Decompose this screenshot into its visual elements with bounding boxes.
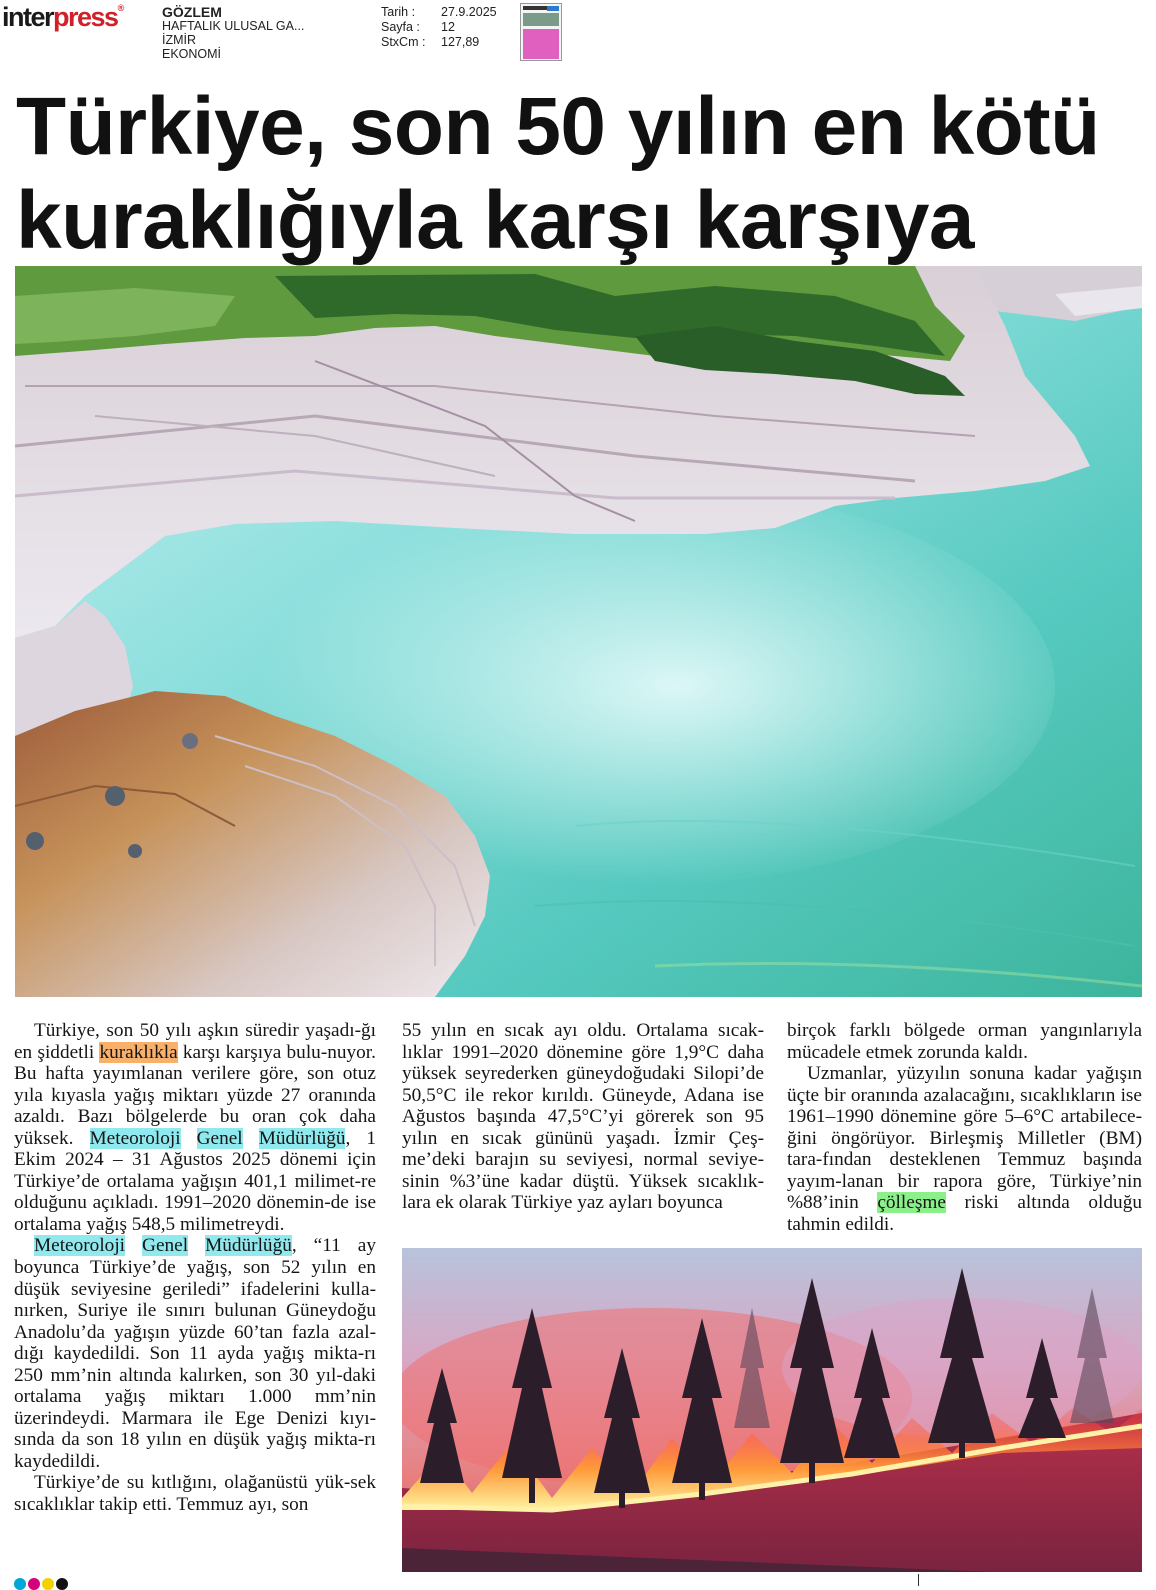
paragraph	[14, 1235, 376, 1472]
highlight-keyword: Genel	[142, 1235, 189, 1257]
highlight-keyword: çölleşme	[877, 1192, 946, 1214]
highlight-keyword: Müdürlüğü	[258, 1127, 346, 1149]
article-column-3	[787, 1020, 1142, 1235]
page-thumbnail	[520, 3, 562, 61]
black-dot-icon	[56, 1578, 68, 1590]
text: Türkiye’de su kıtlığını, olağanüstü yük-sek sıcaklıklar takip etti. Temmuz ayı, son	[14, 1472, 376, 1516]
meta-row-date	[381, 5, 497, 20]
publication-info	[162, 5, 304, 61]
text: Uzmanlar, yüzyılın sonuna kadar yağışın üçte bir oranında azalacağını, sıcaklıkların ise 1961–1990 dönemine göre 5–6°C artabilece-ğini öngörüyor. Birleşmiş Milletler (BM) tara-fından desteklenen Temmuz başında yayım-lanan bir rapora göre, Türkiye’nin %88’inin	[787, 1063, 1142, 1214]
meta-value: 127,89	[441, 35, 480, 49]
paragraph	[787, 1063, 1142, 1235]
publication-section: EKONOMİ	[162, 47, 222, 61]
article-column-1	[14, 1020, 376, 1516]
highlight-keyword: kuraklıkla	[99, 1041, 178, 1063]
crop-mark	[918, 1574, 919, 1586]
logo-text-inter: inter	[2, 2, 54, 32]
registered-mark: ®	[117, 3, 125, 13]
text: riski altında olduğu tahmin edildi.	[787, 1192, 1142, 1235]
publication-city: İZMİR	[162, 33, 197, 47]
forest-fire-photo	[402, 1248, 1142, 1572]
headline-line-2: kuraklığıyla karşı karşıya	[16, 175, 975, 266]
meta-label: StxCm :	[381, 35, 426, 49]
text: , 1 Ekim 2024 – 31 Ağustos 2025 dönemi için Türkiye’de ortalama yağışın 401,1 milimet-re olduğunu açıkladı. 1991–2020 dönemin-de ise ortalama yağış 548,5 milimetreydi.	[14, 1127, 377, 1235]
clipping-meta	[381, 5, 497, 50]
paragraph	[14, 1020, 376, 1235]
meta-label: Sayfa :	[381, 20, 420, 34]
cyan-dot-icon	[14, 1578, 26, 1590]
meta-row-stxcm	[381, 35, 497, 50]
paragraph	[787, 1020, 1142, 1063]
headline-line-1: Türkiye, son 50 yılın en kötü	[16, 81, 1100, 172]
paragraph	[402, 1020, 764, 1214]
highlight-keyword: Müdürlüğü	[205, 1235, 292, 1257]
highlight-keyword: Genel	[196, 1127, 243, 1149]
interpress-logo	[2, 4, 124, 31]
meta-value: 12	[441, 20, 455, 34]
text: 55 yılın en sıcak ayı oldu. Ortalama sıcak-lıklar 1991–2020 dönemine göre 1,9°C daha yüksek seyrederken güneydoğudaki Silopi’de 50,5°C ile rekor kırıldı. Güneyde, Adana ise Ağustos başında 47,5°C’yi görerek son 95 yılın en sıcak gününü yaşadı. İzmir Çeş-me’deki barajın su seviyesi, normal seviye-sinin %3’üne kadar düştü. Yüksek sıcaklık-lara ek olarak Türkiye yaz ayları boyunca	[402, 1020, 764, 1214]
text: karşı karşıya bulu-nuyor. Bu hafta yayımlanan verilere göre, son otuz yıla kıyasla yağış miktarı yüzde 27 oranında azaldı. Bazı bölgelerde bu oran çok daha yüksek.	[14, 1041, 376, 1149]
text: , “11 ay boyunca Türkiye’de yağış, son 52 yılın en düşük seviyesine geriledi” ifadelerini kulla-nırken, Suriye ile sınırı bulunan Güneydoğu Anadolu’da yağışın yüzde 60’tan fazla azal-dığı kaydedildi. Son 11 ayda yağış mikta-rı 250 mm’nin altında kalırken, son 30 yıl-daki ortalama yağış miktarı 1.000 mm’nin üzerindeydi. Marmara ile Ege Denizi kıyı-sında da son 18 yılın en düşük yağış mikta-rı kaydedildi.	[14, 1235, 376, 1472]
text: birçok farklı bölgede orman yangınlarıyla mücadele etmek zorunda kaldı.	[787, 1020, 1142, 1063]
paragraph	[14, 1472, 376, 1515]
print-color-marks	[14, 1578, 68, 1590]
meta-label: Tarih :	[381, 5, 416, 19]
publication-name: GÖZLEM	[162, 4, 222, 20]
meta-row-page	[381, 20, 497, 35]
drought-reservoir-photo	[15, 266, 1142, 997]
meta-value: 27.9.2025	[441, 5, 497, 19]
logo-text-press: press	[53, 2, 118, 32]
highlight-keyword: Meteoroloji	[34, 1235, 126, 1257]
highlight-keyword: Meteoroloji	[89, 1127, 181, 1149]
article-headline	[16, 80, 1156, 268]
publication-period: HAFTALIK ULUSAL GA...	[162, 19, 305, 33]
text: Türkiye, son 50 yılı aşkın süredir yaşadı-ğı en şiddetli	[14, 1020, 376, 1063]
magenta-dot-icon	[28, 1578, 40, 1590]
yellow-dot-icon	[42, 1578, 54, 1590]
article-column-2	[402, 1020, 764, 1214]
